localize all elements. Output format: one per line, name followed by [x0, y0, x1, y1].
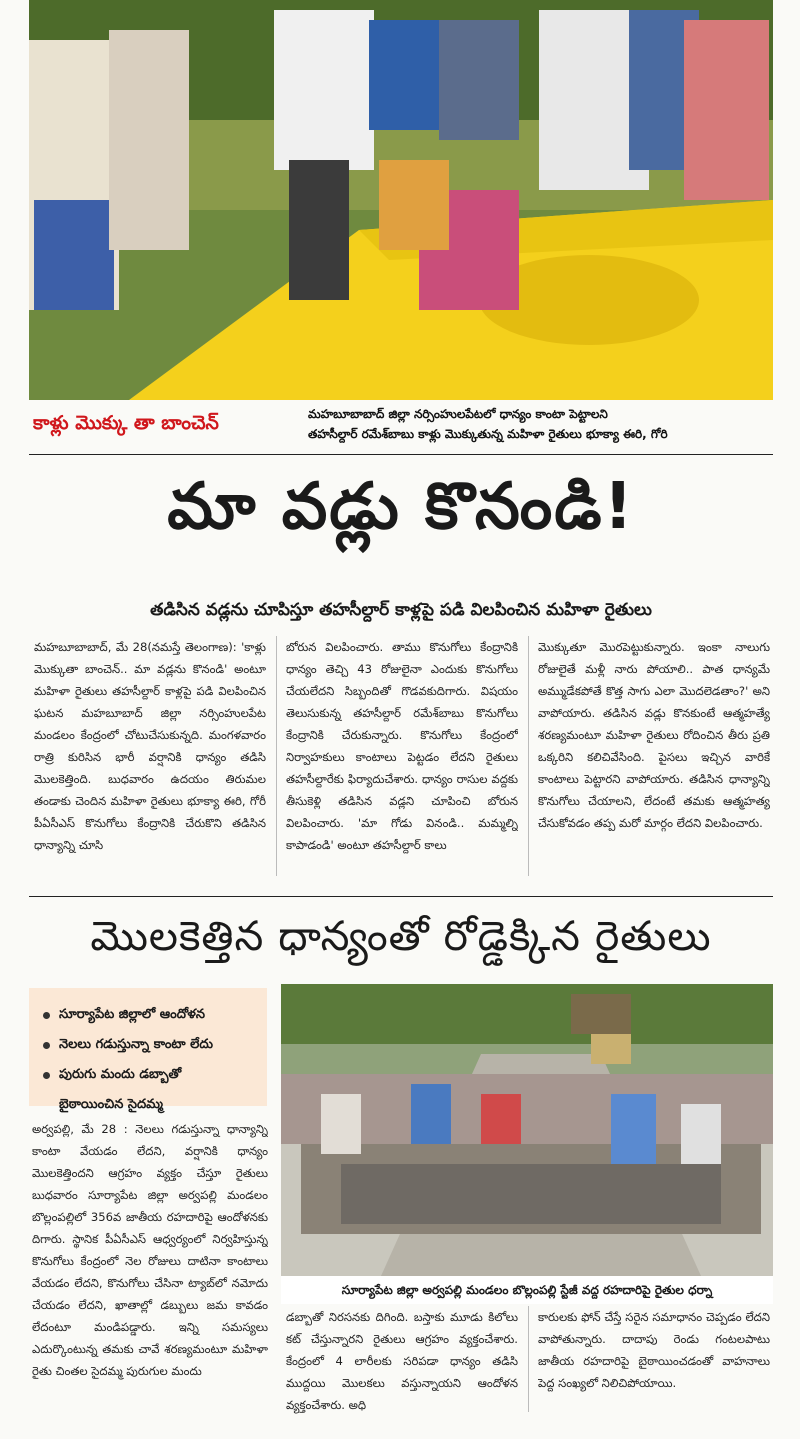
story1-subhead: తడిసిన వడ్లను చూపిస్తూ తహసీల్దార్ కాళ్లపై పడి విలపించిన మహిళా రైతులు — [150, 600, 652, 620]
caption-line-1: మహబూబాబాద్ జిల్లా నర్సింహులపేటలో ధాన్యం కాంటా పెట్టాలని — [308, 407, 608, 421]
story2-highlights — [29, 988, 267, 1112]
highlight-item — [43, 1030, 257, 1060]
highlight-text: నెలలు గడుస్తున్నా కాంటా లేదు — [59, 1037, 214, 1052]
top-photo — [29, 0, 773, 400]
story2-col3-text: కారులకు ఫోన్ చేస్తే సరైన సమాధానం చెప్పడం లేదని వాపోతున్నారు. దాదాపు రెండు గంటలపాటు జాతీయ రహదారిపై బైఠాయించడంతో వాహనాలు పెద్ద సంఖ్యలో నిలిచిపోయాయి. — [538, 1310, 770, 1390]
bullet-icon — [43, 1012, 50, 1019]
highlight-text: సూర్యాపేట జిల్లాలో ఆందోళన — [59, 1007, 206, 1022]
highlight-text: బైఠాయించిన సైదమ్మ — [59, 1097, 163, 1112]
story2-col2 — [286, 1306, 518, 1418]
story2-col2-text: డబ్బాతో నిరసనకు దిగింది. బస్తాకు మూడు కిలోలు కట్ చేస్తున్నారని రైతులు ఆగ్రహం వ్యక్తంచేశారు. కేంద్రంలో 4 లారీలకు సరిపడా ధాన్యం తడిసి ముద్దయి మొలకలు వస్తున్నాయని ఆందోళన వ్యక్తంచేశారు. అధి — [286, 1310, 518, 1412]
story1-col2-text: బోరున విలపించారు. తాము కొనుగోలు కేంద్రానికి ధాన్యం తెచ్చి 43 రోజులైనా ఎందుకు కొనుగోలు చేయలేదని సిబ్బందితో గొడవకుదిగారు. విషయం తెలుసుకున్న తహసీల్దార్ రమేశ్‌బాబు కొనుగోలు కేంద్రానికి చేరుకున్నారు. కొనుగోలు కేంద్రంలో నిర్వాహకులు కాంటాలు పెట్టడం లేదని రైతులు తహసీల్దారేకు ఫిర్యాదుచేశారు. ధాన్యం రాసుల వద్దకు తీసుకెళ్లి తడిసిన వడ్లని చూపించి బోరున విలపించారు. 'మా గోడు వినండి.. మమ్మల్ని కాపాడండి' అంటూ తహసీల్దార్ కాలు — [286, 640, 518, 852]
highlight-item — [43, 1000, 257, 1030]
bullet-icon — [43, 1072, 50, 1079]
bullet-icon — [43, 1042, 50, 1049]
photo-kicker: కాళ్లు మొక్కు తా బాంచెన్ — [33, 412, 219, 434]
top-photo-caption — [308, 404, 768, 444]
col-divider — [528, 1306, 529, 1412]
col-divider — [276, 636, 277, 876]
divider — [29, 896, 773, 897]
story1-headline: మా వడ్లు కొనండి! — [167, 470, 635, 544]
story1-col3-text: మొక్కుతూ మొరపెట్టుకున్నారు. ఇంకా నాలుగు రోజులైతే మళ్లీ నారు పోయాలి.. పాత ధాన్యమే అమ్ముడేకపోతే కొత్త సాగు ఎలా మొదలెడతాం?' అని వాపోయారు. తడిసిన వడ్లు కొనకుంటే ఆత్మహత్యే శరణ్యమంటూ మహిళా రైతులు రోదించిన తీరు ప్రతి ఒక్కరిని కలిచివేసింది. పైసలు ఇచ్చిన వారికే కాంటాలు పెట్టారని వాపోయారు. తడిసిన ధాన్యాన్ని కొనుగోలు చేయాలని, లేదంటే తమకు ఆత్మహత్య చేసుకోవడం తప్ప మరో మార్గం లేదని విలపించారు. — [538, 640, 770, 830]
story1-col3 — [538, 636, 770, 882]
story2-photo — [281, 984, 773, 1276]
divider — [29, 454, 773, 455]
story1-col1 — [34, 636, 266, 882]
story2-col1-text: అర్వపల్లి, మే 28 : నెలలు గడుస్తున్నా ధాన్యాన్ని కాంటా వేయడం లేదని, వర్షానికి ధాన్యం మొలకెత్తిందని ఆగ్రహం వ్యక్తం చేస్తూ రైతులు బుధవారం సూర్యాపేట జిల్లా అర్వపల్లి మండలం బొల్లంపల్లిలో 356వ జాతీయ రహదారిపై ఆందోళనకు దిగారు. స్థానిక పీఏసీఎస్ ఆధ్వర్యంలో నిర్వహిస్తున్న కొనుగోలు కేంద్రంలో నెల రోజులు దాటినా కాంటాలు వేయడం లేదని, కొనుగోలు చేసినా ట్యాబ్‌లో నమోదు చేయడం లేదని, ఖాతాల్లో డబ్బులు జమ కావడం లేదంటూ మండిపడ్డారు. ఇన్ని సమస్యలు ఎదుర్కొంటున్న తమకు చావే శరణ్యమంటూ మహిళా రైతు చింతల సైదమ్మ పురుగుల మందు — [32, 1122, 268, 1378]
story2-col3 — [538, 1306, 770, 1418]
highlight-text: పురుగు మందు డబ్బాతో — [59, 1067, 182, 1082]
story2-headline: మొలకెత్తిన ధాన్యంతో రోడ్డెక్కిన రైతులు — [90, 912, 712, 960]
highlight-item — [43, 1060, 257, 1120]
story1-col2 — [286, 636, 518, 882]
caption-line-2: తహసీల్దార్ రమేశ్‌బాబు కాళ్లు మొక్కుతున్న మహిళా రైతులు భూక్యా ఈరి, గోరి — [308, 427, 668, 441]
story2-photo-caption: సూర్యాపేట జిల్లా అర్వపల్లి మండలం బొల్లంపల్లి స్టేజీ వద్ద రహదారిపై రైతుల ధర్నా — [281, 1276, 773, 1304]
story2-col1 — [32, 1118, 268, 1418]
story1-col1-text: మహబూబాబాద్, మే 28(నమస్తే తెలంగాణ): 'కాళ్లు మొక్కుతా బాంచెన్.. మా వడ్లను కొనండి' అంటూ మహిళా రైతులు తహసీల్దార్ కాళ్లపై పడి విలపించిన ఘటన మహబూబాద్ జిల్లా నర్సింహులపేట మండలం కేంద్రంలో చోటుచేసుకున్నది. మంగళవారం రాత్రి కురిసిన భారీ వర్షానికి ధాన్యం తడిసి మొలకెత్తింది. బుధవారం ఉదయం తిరుమల తండాకు చెందిన మహిళా రైతులు భూక్యా ఈరి, గోరీ పీఏసీఎస్ కొనుగోలు కేంద్రానికి చేరుకొని తడిసిన ధాన్యాన్ని చూసి — [34, 640, 266, 852]
col-divider — [528, 636, 529, 876]
